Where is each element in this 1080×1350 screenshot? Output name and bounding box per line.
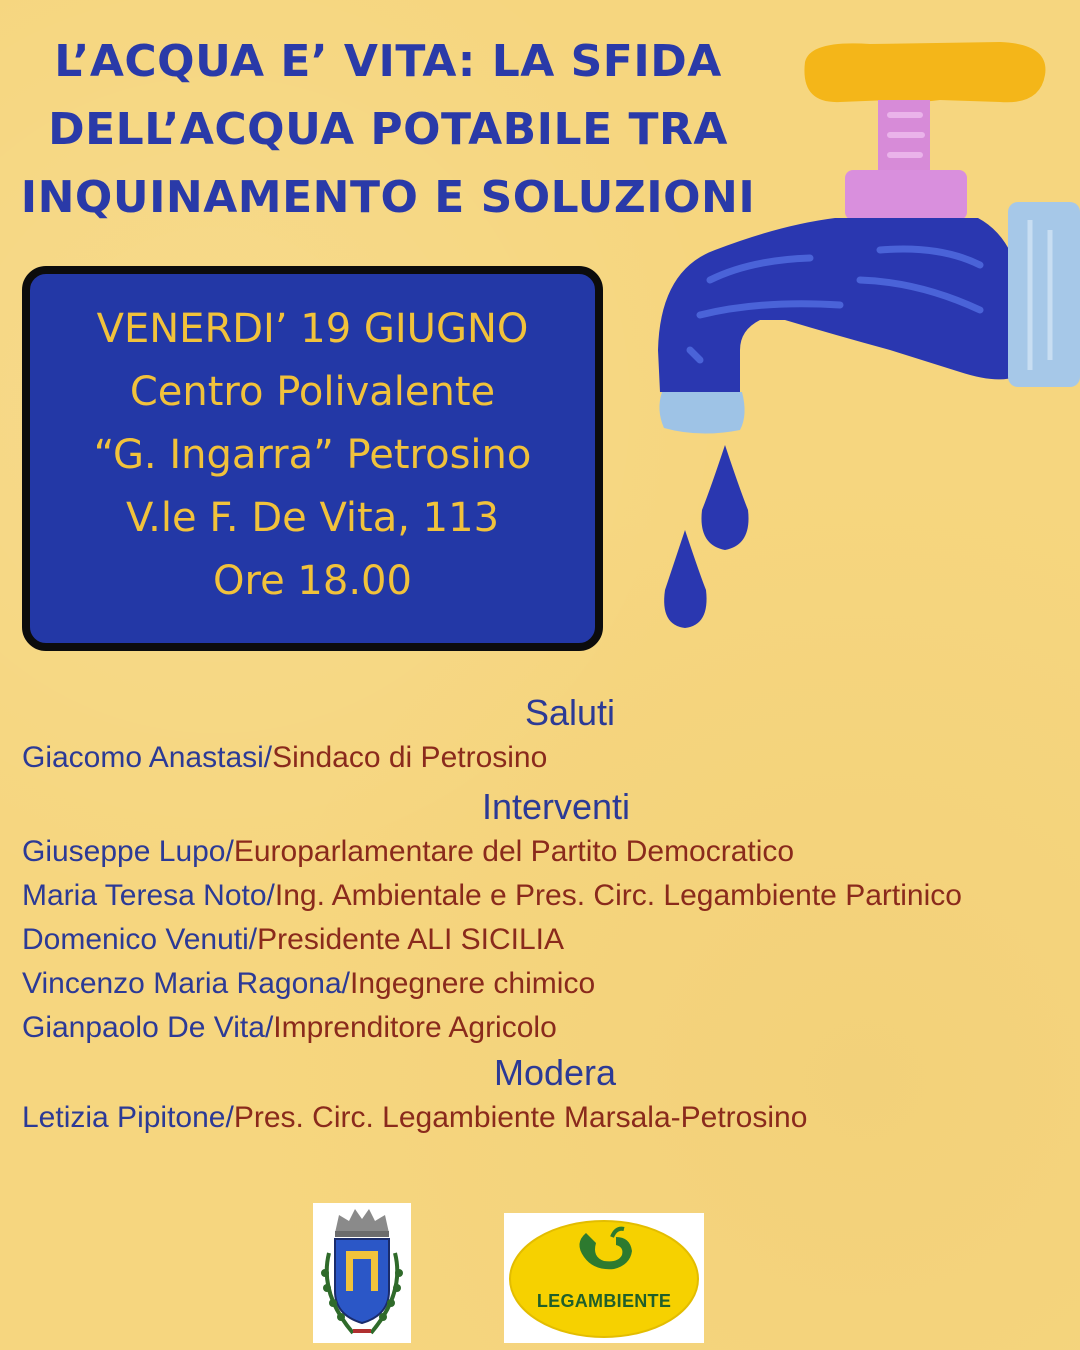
speaker-role: Ing. Ambientale e Pres. Circ. Legambiente Partinico — [274, 879, 962, 912]
program — [22, 690, 1062, 1140]
speaker-name: Gianpaolo De Vita/ — [22, 1011, 274, 1044]
event-venue-name: “G. Ingarra” Petrosino — [93, 432, 532, 478]
faucet-spout-tip — [659, 392, 744, 434]
speaker-name: Maria Teresa Noto/ — [22, 879, 275, 912]
water-drop-1 — [701, 445, 748, 550]
interventi-heading: Interventi — [481, 786, 631, 827]
faucet-collar — [845, 170, 967, 220]
speaker-name: Letizia Pipitone/ — [22, 1101, 234, 1134]
event-date: VENERDI’ 19 GIUGNO — [96, 306, 529, 352]
event-venue: Centro Polivalente — [129, 369, 496, 415]
speaker-role: Europarlamentare del Partito Democratico — [233, 835, 795, 868]
title-line-1: L’ACQUA E’ VITA: LA SFIDA — [54, 36, 722, 87]
speaker-role: Imprenditore Agricolo — [273, 1011, 557, 1044]
program-row — [22, 830, 1062, 874]
saluti-heading: Saluti — [524, 692, 616, 733]
comune-coat-of-arms-logo — [313, 1203, 411, 1343]
event-info-box — [22, 266, 603, 651]
program-row — [22, 1096, 1062, 1140]
title-line-2: DELL’ACQUA POTABILE TRA — [48, 104, 728, 155]
legambiente-wordmark: LEGAMBIENTE — [536, 1291, 672, 1311]
faucet-handle — [804, 42, 1045, 102]
program-row — [22, 918, 1062, 962]
modera-heading: Modera — [493, 1052, 617, 1093]
speaker-name: Vincenzo Maria Ragona/ — [22, 967, 350, 1000]
water-drop-2 — [664, 530, 706, 628]
event-address: V.le F. De Vita, 113 — [125, 495, 500, 541]
title-line-3: INQUINAMENTO E SOLUZIONI — [20, 172, 756, 223]
speaker-name: Giacomo Anastasi/ — [22, 741, 273, 774]
event-time: Ore 18.00 — [213, 558, 412, 604]
legambiente-logo — [504, 1213, 704, 1343]
program-row — [22, 1006, 1062, 1050]
speaker-name: Giuseppe Lupo/ — [22, 835, 234, 868]
program-row — [22, 736, 1062, 780]
speaker-role: Pres. Circ. Legambiente Marsala-Petrosino — [233, 1101, 808, 1134]
speaker-role: Sindaco di Petrosino — [272, 741, 548, 774]
program-row — [22, 874, 1062, 918]
speaker-role: Ingegnere chimico — [349, 967, 596, 1000]
faucet-pipe — [1008, 202, 1080, 387]
program-row — [22, 962, 1062, 1006]
speaker-role: Presidente ALI SICILIA — [257, 923, 564, 956]
speaker-name: Domenico Venuti/ — [22, 923, 258, 956]
faucet-illustration — [640, 20, 1080, 640]
